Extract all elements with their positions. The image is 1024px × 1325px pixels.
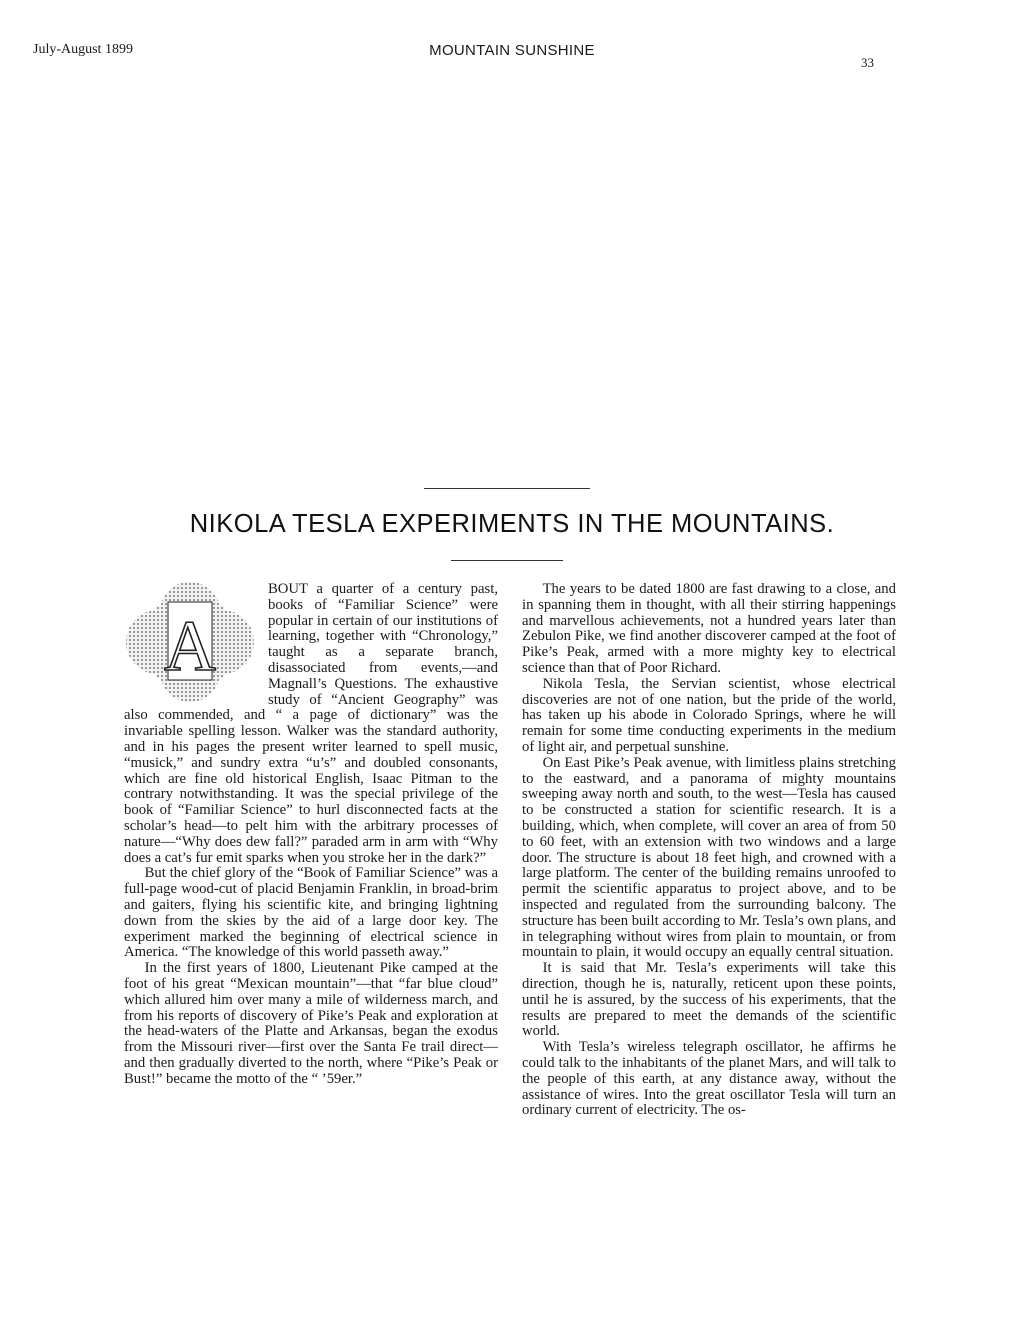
drop-cap-ornament bbox=[120, 582, 260, 702]
left-column bbox=[124, 582, 498, 1088]
left-paragraph-2: But the chief glory of the “Book of Familiar Science” was a full-page wood-cut of placid Benjamin Franklin, in broad-brim and gaiters, flying his scientific kite, and bringing lightning down from the skies by the aid of a large door key. The experiment marked the beginning of electrical science in America. “The knowledge of this world passeth away.” bbox=[124, 865, 498, 961]
right-paragraph-5: With Tesla’s wireless telegraph oscillator, he affirms he could talk to the inhabitants of the planet Mars, and will talk to the people of this earth, at any distance away, without the assistance of wires. Into the great oscillator Tesla will turn an ordinary current of electricity. The os- bbox=[522, 1039, 896, 1119]
publication-name: MOUNTAIN SUNSHINE bbox=[429, 42, 595, 59]
title-rule-bottom bbox=[451, 560, 563, 561]
title-rule-top bbox=[424, 488, 590, 489]
right-paragraph-4: It is said that Mr. Tesla’s experiments will take this direction, though he is, naturally, reticent upon these points, until he is assured, by the success of his experiments, that the results are prepared to meet the demands of the scientific world. bbox=[522, 960, 896, 1040]
left-paragraph-1: BOUT a quarter of a century past, books of “Familiar Science” were popular in certain of our institutions of learning, together with “Chronology,” taught as a separate branch, disassociated from events,—and Magnall’s Questions. The exhaustive study of “Ancient Geography” was also commended, and “ a page of dictionary” was the invariable spelling lesson. Walker was the standard authority, and in his pages the present writer learned to spell music, “musick,” and sundry extra “u’s” and doubled consonants, which are fine old historical English, Isaac Pitman to the contrary notwithstanding. It was the special privilege of the book of “Familiar Science” to hurl disconnected facts at the scholar’s head—to pelt him with the arbitrary processes of nature—“Why does dew fall?” paraded arm in arm with “Why does a cat’s fur emit sparks when you stroke her in the dark?” bbox=[124, 581, 498, 866]
right-paragraph-1: The years to be dated 1800 are fast drawing to a close, and in spanning them in thought, with all their stirring happenings and marvellous achievements, not a hundred years later than Zebulon Pike, we find another discoverer camped at the foot of Pike’s Peak, armed with a more mighty key to electrical science than that of Poor Richard. bbox=[522, 581, 896, 676]
article-title: NIKOLA TESLA EXPERIMENTS IN THE MOUNTAINS. bbox=[189, 510, 835, 538]
ornamental-drop-cap bbox=[120, 582, 260, 702]
right-paragraph-3: On East Pike’s Peak avenue, with limitless plains stretching to the eastward, and a panorama of mighty mountains sweeping away north and south, to the west—Tesla has caused to be constructed a station for scientific research. It is a building, which, when complete, will cover an area of from 50 to 60 feet, with an extension with two windows and a large door. The structure is about 18 feet high, and crowned with a large platform. The center of the building remains unroofed to permit the scientific apparatus to project above, and to be inspected and regulated from the surrounding balcony. The structure has been built according to Mr. Tesla’s own plans, and in telegraphing without wires from plain to mountain, or from mountain to plain, it would occupy an equally central situation. bbox=[522, 754, 896, 961]
right-column bbox=[522, 582, 896, 1119]
drop-cap-letter: A bbox=[164, 606, 216, 686]
issue-date: July-August 1899 bbox=[33, 42, 133, 57]
page-number: 33 bbox=[861, 55, 874, 70]
right-paragraph-2: Nikola Tesla, the Servian scientist, whose electrical discoveries are not of one nation, but the pride of the world, has taken up his abode in Colorado Springs, where he will remain for some time conducting experiments in the medium of light air, and perpetual sunshine. bbox=[522, 675, 896, 755]
left-paragraph-3: In the first years of 1800, Lieutenant Pike camped at the foot of his great “Mexican mountain”—that “far blue cloud” which allured him over many a mile of wilderness march, and from his reports of discovery of Pike’s Peak and exploration at the head-waters of the Platte and Arkansas, began the exodus from the Missouri river—first over the Santa Fe trail direct—and then gradually diverted to the north, where “Pike’s Peak or Bust!” became the motto of the “ ’59er.” bbox=[124, 960, 498, 1087]
